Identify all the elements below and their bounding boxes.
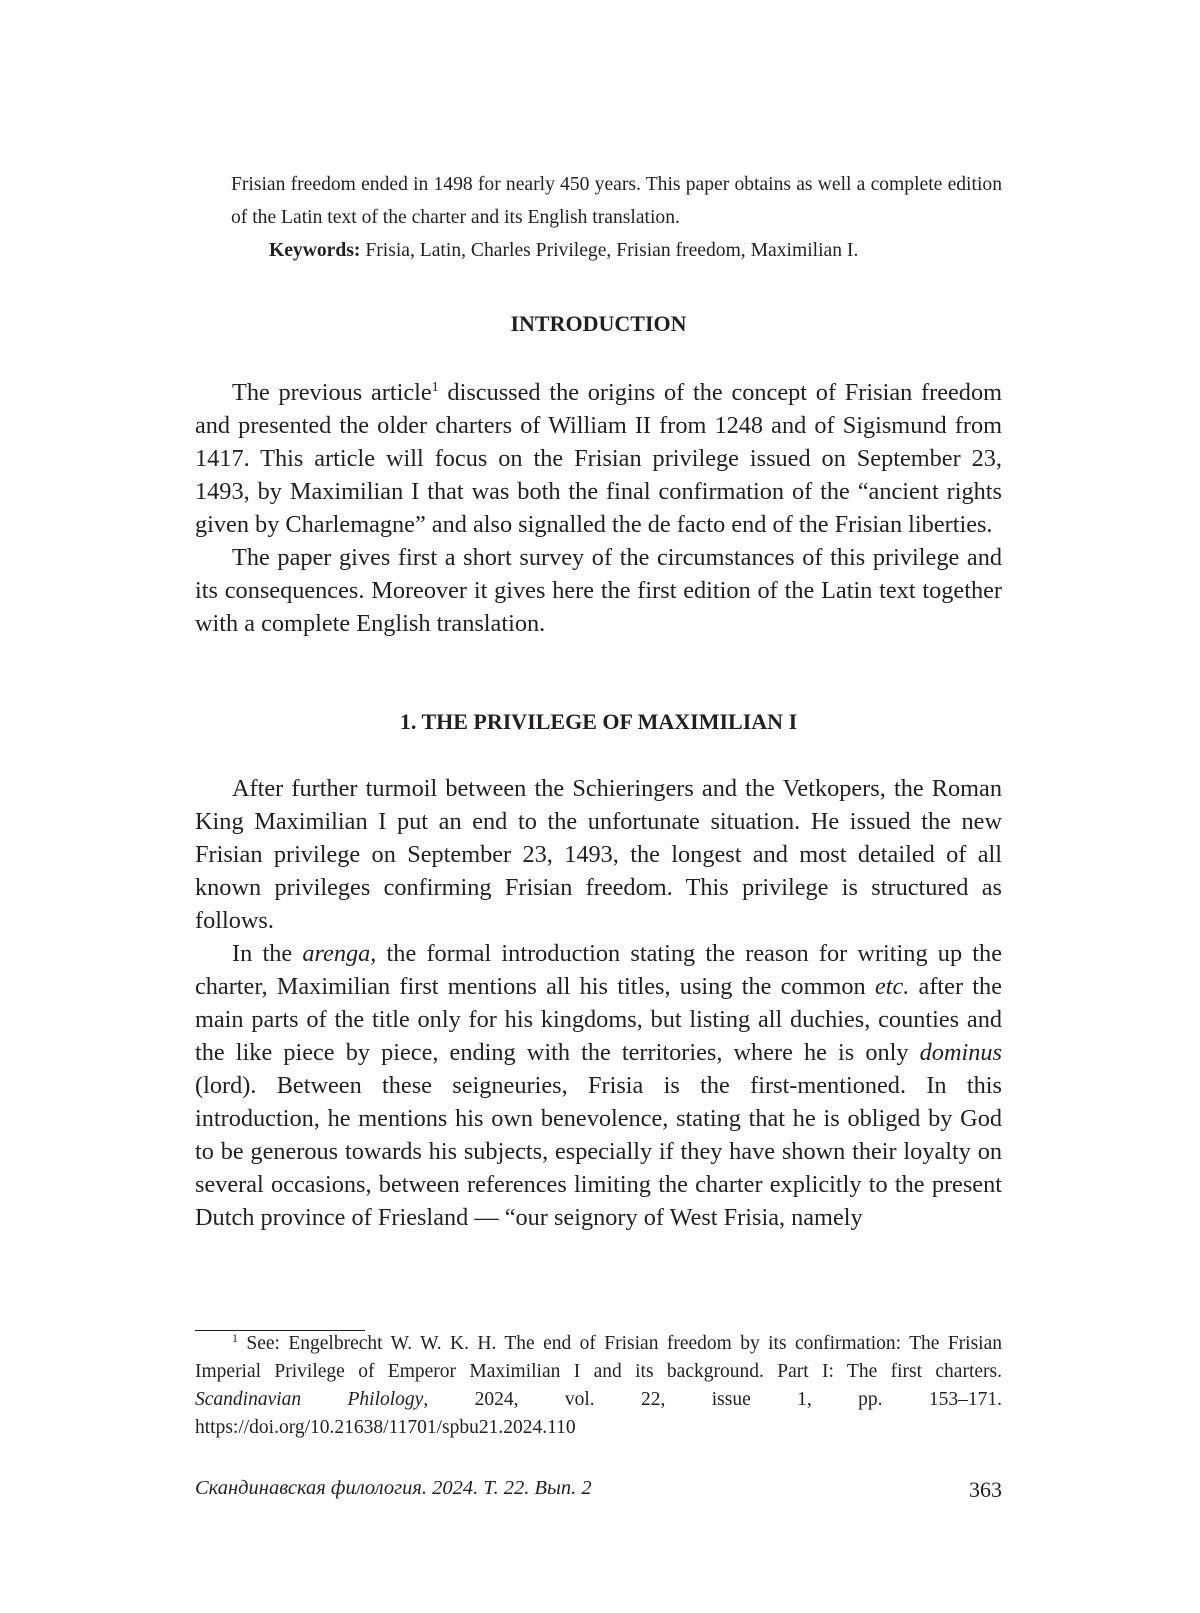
introduction-paragraph-1	[195, 376, 1002, 541]
introduction-paragraph-2: The paper gives first a short survey of the circumstances of this privilege and its consequences. Moreover it gives here the first edition of the Latin text together with a complete English translation.	[195, 544, 1002, 637]
italic-term: arenga	[302, 940, 371, 967]
intro-text-part: discussed the origins of the concept of Frisian freedom and presented the older charters of William II from 1248 and of Sigismund from 1417. This article will focus on the Frisian privilege issued on September 23, 1493, by Maximilian I that was both the final confirmation of the “ancient rights given by Charlemagne” and also signalled the de facto end of the Frisian liberties.	[195, 379, 1002, 538]
footnote-journal: Scandinavian Philology	[195, 1389, 424, 1410]
footnote-mark: 1	[232, 1331, 238, 1345]
section-1-body	[195, 772, 1002, 1234]
footnote-text[interactable]: , 2024, vol. 22, issue 1, pp. 153–171. https://doi.org/10.21638/11701/spbu21.2024.110	[195, 1389, 1002, 1438]
abstract	[231, 168, 1002, 267]
abstract-text: Frisian freedom ended in 1498 for nearly 450 years. This paper obtains as well a complete edition of the Latin text of the charter and its English translation.	[231, 174, 1002, 228]
keywords: Frisia, Latin, Charles Privilege, Frisian freedom, Maximilian I.	[365, 240, 859, 261]
section-text-part: , the formal introduction stating the reason for writing up the charter, Maximilian first mentions all his titles, using the common	[195, 940, 1002, 1000]
page-footer	[195, 1477, 1002, 1500]
italic-term: etc.	[874, 973, 910, 1000]
intro-text-part: The previous article	[232, 379, 432, 406]
section-1-paragraph-1: After further turmoil between the Schieringers and the Vetkopers, the Roman King Maximilian I put an end to the unfortunate situation. He issued the new Frisian privilege on September 23, 1493, the longest and most detailed of all known privileges confirming Frisian freedom. This privilege is structured as follows.	[195, 775, 1002, 934]
footnote-reference[interactable]: 1	[431, 380, 439, 395]
section-1-heading: 1. THE PRIVILEGE OF MAXIMILIAN I	[399, 709, 798, 734]
italic-term: dominus	[919, 1039, 1002, 1066]
journal-title: Скандинавская филология. 2024. Т. 22. Вып. 2	[195, 1477, 592, 1499]
page-number: 363	[969, 1477, 1002, 1502]
keywords-label: Keywords:	[269, 240, 361, 261]
footnote	[195, 1330, 1002, 1442]
section-1-paragraph-2	[195, 937, 1002, 1234]
section-text-part: (lord). Between these seigneuries, Frisia is the first-mentioned. In this introduction, he mentions his own benevolence, stating that he is obliged by God to be generous towards his subjects, especially if they have shown their loyalty on several occasions, between references limiting the charter explicitly to the present Dutch province of Friesland — “our seignory of West Frisia, namely	[195, 1072, 1002, 1231]
section-text-part: after the main parts of the title only for his kingdoms, but listing all duchies, counties and the like piece by piece, ending with the territories, where he is only	[195, 973, 1002, 1066]
keywords-line	[231, 234, 1002, 267]
introduction-body	[195, 376, 1002, 640]
introduction-heading: INTRODUCTION	[510, 311, 687, 336]
footnote-text: See: Engelbrecht W. W. K. H. The end of Frisian freedom by its confirmation: The Frisian Imperial Privilege of Emperor Maximilian I and its background. Part I: The first charters.	[195, 1333, 1002, 1382]
section-text-part: In the	[232, 940, 303, 967]
